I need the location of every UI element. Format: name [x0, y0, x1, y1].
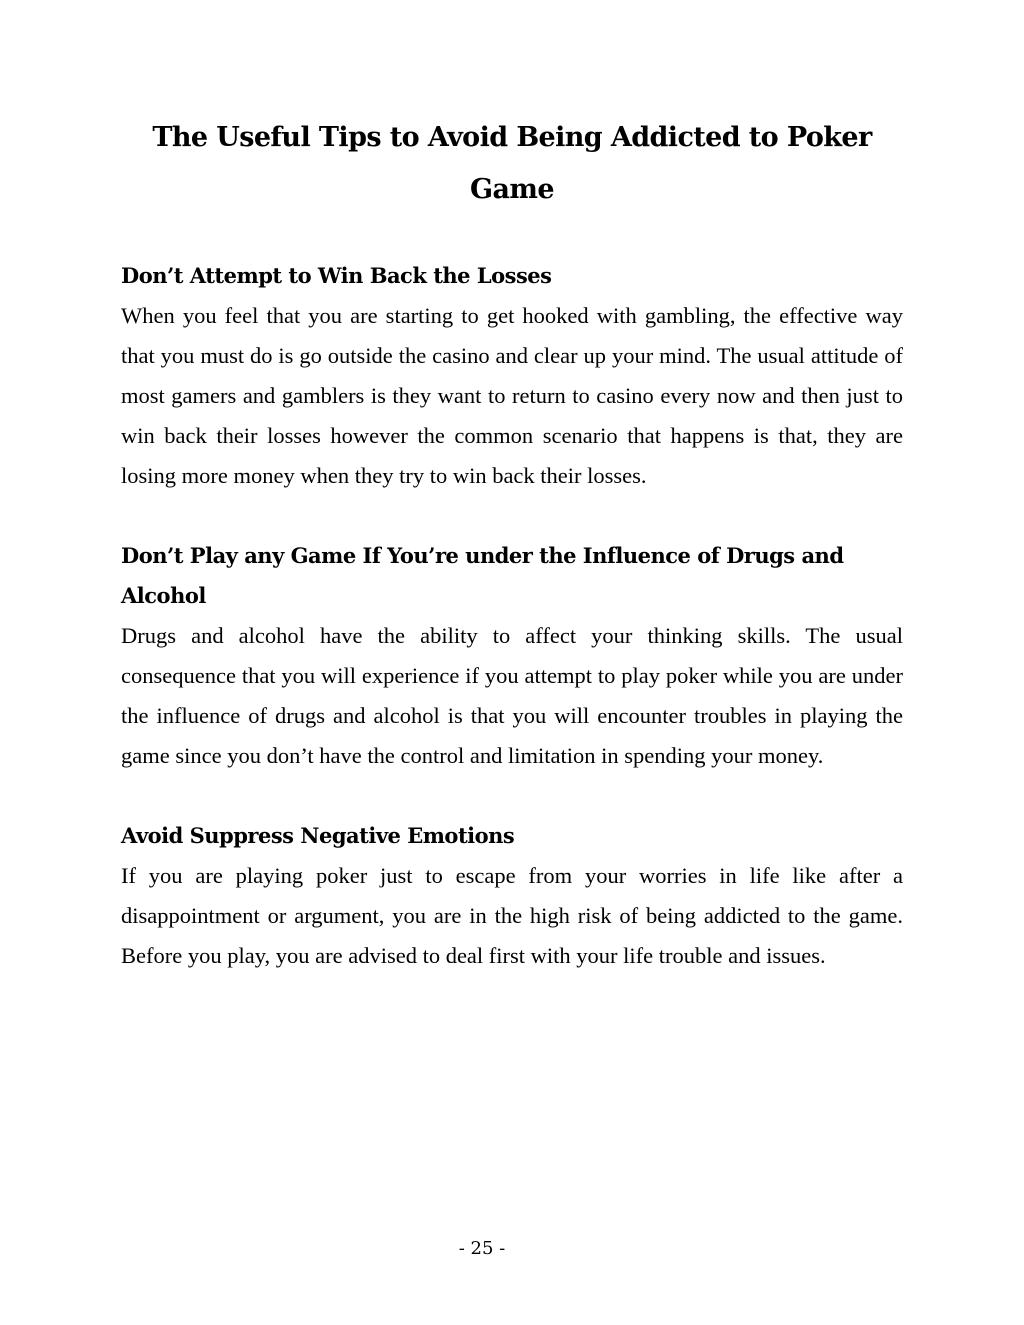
article-content: [121, 256, 903, 1016]
section-win-back-losses: [121, 256, 903, 496]
section-heading: Avoid Suppress Negative Emotions: [121, 823, 515, 848]
page-number: - 25 -: [458, 1238, 506, 1259]
section-paragraph: If you are playing poker just to escape from your worries in life like after a disappointment or argument, you are in the high risk of being addicted to the game. Before you play, you are advised to deal first with your life trouble and issues.: [121, 863, 903, 968]
page-title: The Useful Tips to Avoid Being Addicted to Poker Game: [152, 122, 872, 205]
section-paragraph: When you feel that you are starting to get hooked with gambling, the effective way that you must do is go outside the casino and clear up your mind. The usual attitude of most gamers and gamblers is they want to return to casino every now and then just to win back their losses however the common scenario that happens is that, they are losing more money when they try to win back their losses.: [121, 303, 903, 488]
section-negative-emotions: [121, 816, 903, 976]
section-drugs-alcohol: [121, 536, 903, 776]
section-heading: Don’t Attempt to Win Back the Losses: [121, 263, 552, 288]
section-paragraph: Drugs and alcohol have the ability to affect your thinking skills. The usual consequence that you will experience if you attempt to play poker while you are under the influence of drugs and alcohol is that you will encounter troubles in playing the game since you don’t have the control and limitation in spending your money.: [121, 623, 903, 768]
section-heading: Don’t Play any Game If You’re under the Influence of Drugs and Alcohol: [121, 543, 844, 608]
